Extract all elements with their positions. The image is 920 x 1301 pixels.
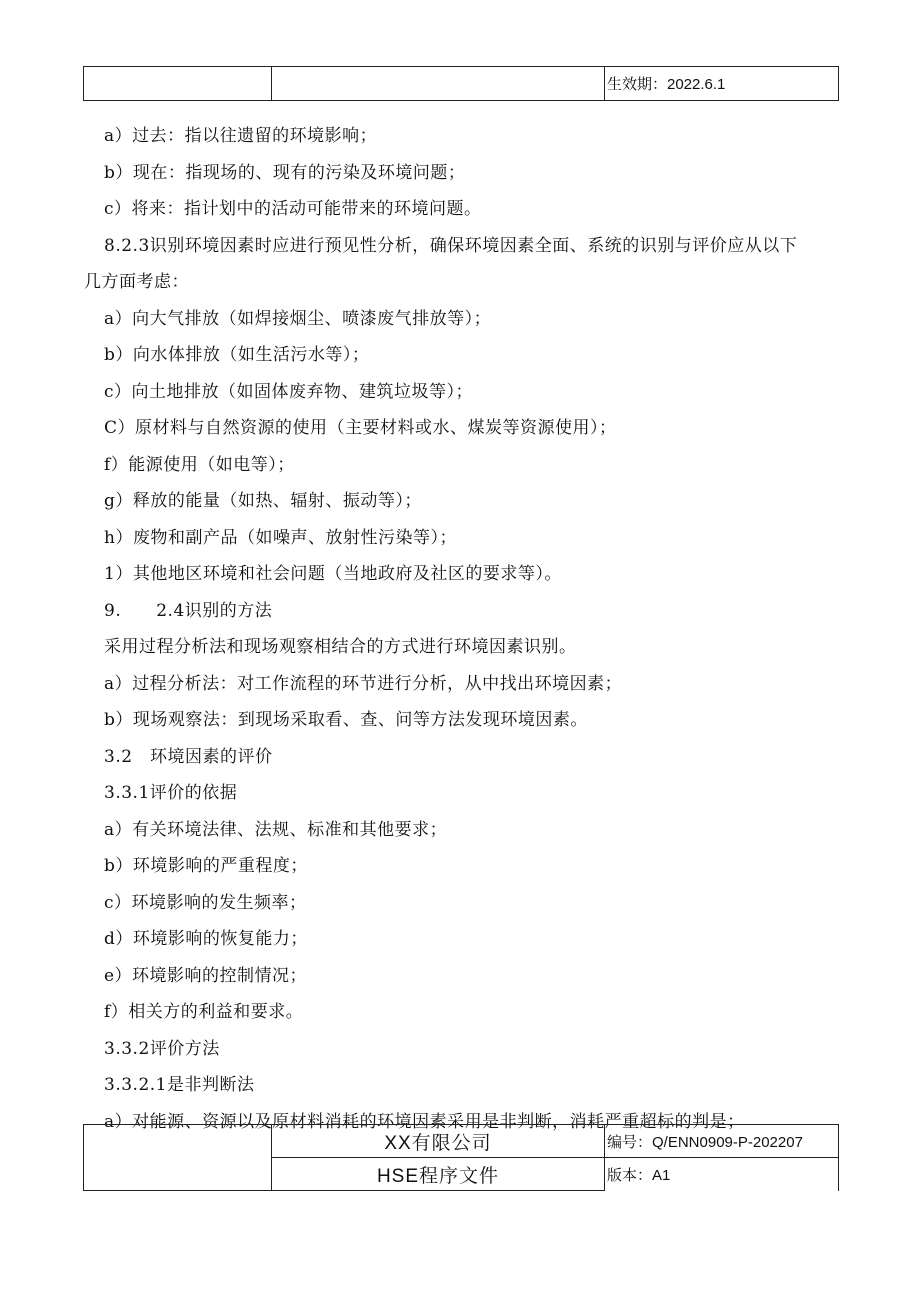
- header-cell-empty-1: [84, 67, 272, 101]
- document-number: 编号：Q/ENN0909-P-202207: [605, 1125, 839, 1158]
- text-line: c）将来：指计划中的活动可能带来的环境问题。: [104, 199, 482, 219]
- text-line: a）有关环境法律、法规、标准和其他要求；: [104, 819, 448, 840]
- text-line: c）环境影响的发生频率；: [104, 892, 307, 913]
- footer-logo-cell: [84, 1125, 272, 1191]
- text-line: a）对能源、资源以及原材料消耗的环境因素采用是非判断，消耗严重超标的判是；: [104, 1111, 745, 1132]
- text-line: 采用过程分析法和现场观察相结合的方式进行环境因素识别。: [104, 637, 577, 657]
- section-heading: 3.3.2评价方法: [104, 1038, 220, 1059]
- text-line: a）过程分析法：对工作流程的环节进行分析，从中找出环境因素；: [104, 673, 623, 694]
- text-line: b）向水体排放（如生活污水等）；: [104, 345, 370, 365]
- text-line: f）能源使用（如电等）；: [104, 454, 295, 475]
- text-line: 几方面考虑：: [84, 272, 189, 292]
- section-heading: 3.2 环境因素的评价: [104, 746, 273, 767]
- text-line: h）废物和副产品（如噪声、放射性污染等）；: [104, 527, 457, 548]
- text-line: b）现在：指现场的、现有的污染及环境问题；: [104, 162, 466, 183]
- header-table: [83, 66, 839, 101]
- section-heading: 9. 2.4识别的方法: [104, 600, 273, 621]
- text-line: 8.2.3识别环境因素时应进行预见性分析，确保环境因素全面、系统的识别与评价应从以下: [104, 235, 798, 256]
- text-line: f）相关方的利益和要求。: [104, 1002, 304, 1022]
- section-heading: 3.3.2.1是非判断法: [104, 1075, 255, 1095]
- header-cell-empty-2: [272, 67, 605, 101]
- text-line: c）向土地排放（如固体废弃物、建筑垃圾等）；: [104, 381, 474, 402]
- text-line: 1）其他地区环境和社会问题（当地政府及社区的要求等）。: [104, 564, 562, 584]
- text-line: b）环境影响的严重程度；: [104, 856, 308, 876]
- section-heading: 3.3.1评价的依据: [104, 783, 238, 803]
- document-type: HSE程序文件: [272, 1158, 605, 1191]
- text-line: a）向大气排放（如焊接烟尘、喷漆废气排放等）；: [104, 308, 492, 329]
- text-line: g）释放的能量（如热、辐射、振动等）；: [104, 491, 422, 511]
- text-line: b）现场观察法：到现场采取看、查、问等方法发现环境因素。: [104, 710, 588, 730]
- text-line: e）环境影响的控制情况；: [104, 965, 308, 986]
- company-name: XX有限公司: [272, 1125, 605, 1158]
- document-version: 版本：A1: [605, 1158, 839, 1191]
- effective-date: 生效期：2022.6.1: [605, 67, 839, 101]
- text-line: a）过去：指以往遗留的环境影响；: [104, 126, 378, 146]
- text-line: C）原材料与自然资源的使用（主要材料或水、煤炭等资源使用）；: [104, 418, 617, 438]
- footer-table: [83, 1124, 839, 1191]
- document-body: [84, 118, 849, 1140]
- text-line: d）环境影响的恢复能力；: [104, 929, 308, 949]
